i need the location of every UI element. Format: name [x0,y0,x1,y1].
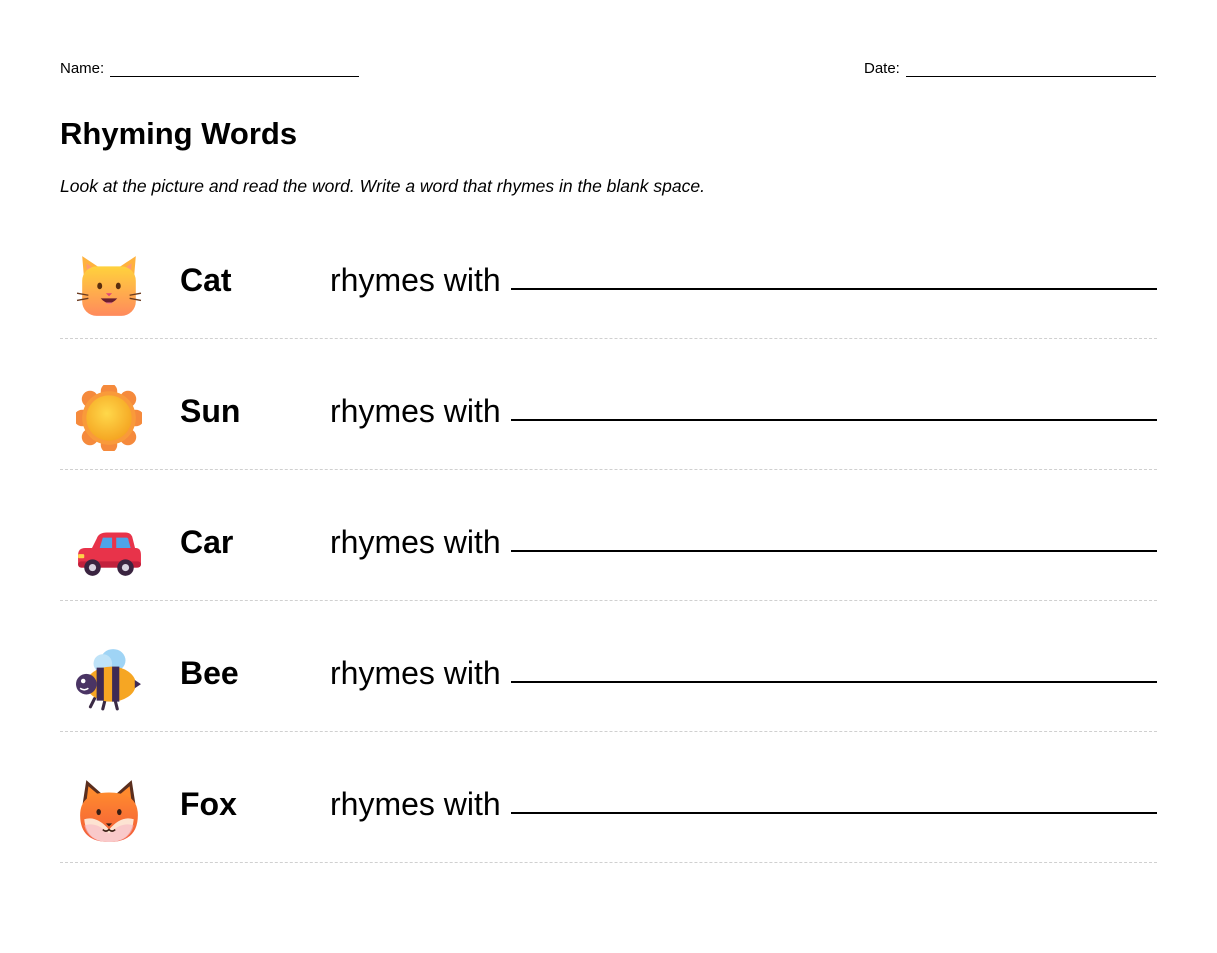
rhyme-row [60,601,1157,732]
rhyme-row [60,470,1157,601]
date-blank-line[interactable] [906,62,1156,77]
date-field [864,60,1156,77]
rhymes-with-label: rhymes with [330,786,501,822]
fox-face-icon [76,778,142,844]
sun-icon [76,385,142,451]
answer-blank-line[interactable] [511,288,1157,290]
answer-blank-line[interactable] [511,419,1157,421]
bee-icon [76,647,142,713]
rhyme-word: Sun [180,393,241,429]
answer-blank-line[interactable] [511,550,1157,552]
car-icon [76,516,142,582]
date-label: Date: [864,60,900,77]
answer-blank-line[interactable] [511,812,1157,814]
name-field [60,60,359,77]
rhymes-with-label: rhymes with [330,655,501,691]
rhyme-row [60,208,1157,339]
rhyme-list [60,208,1157,863]
rhyme-row [60,732,1157,863]
worksheet-title: Rhyming Words [60,116,298,151]
rhymes-with-label: rhymes with [330,524,501,560]
rhymes-with-label: rhymes with [330,393,501,429]
rhyme-word: Car [180,524,234,560]
name-label: Name: [60,60,105,77]
rhyme-word: Bee [180,655,239,691]
cat-face-icon [76,254,142,320]
instructions: Look at the picture and read the word. Write a word that rhymes in the blank space. [60,176,705,196]
answer-blank-line[interactable] [511,681,1157,683]
rhyme-word: Cat [180,262,232,298]
name-blank-line[interactable] [110,62,359,77]
rhymes-with-label: rhymes with [330,262,501,298]
rhyme-row [60,339,1157,470]
rhyme-word: Fox [180,786,237,822]
